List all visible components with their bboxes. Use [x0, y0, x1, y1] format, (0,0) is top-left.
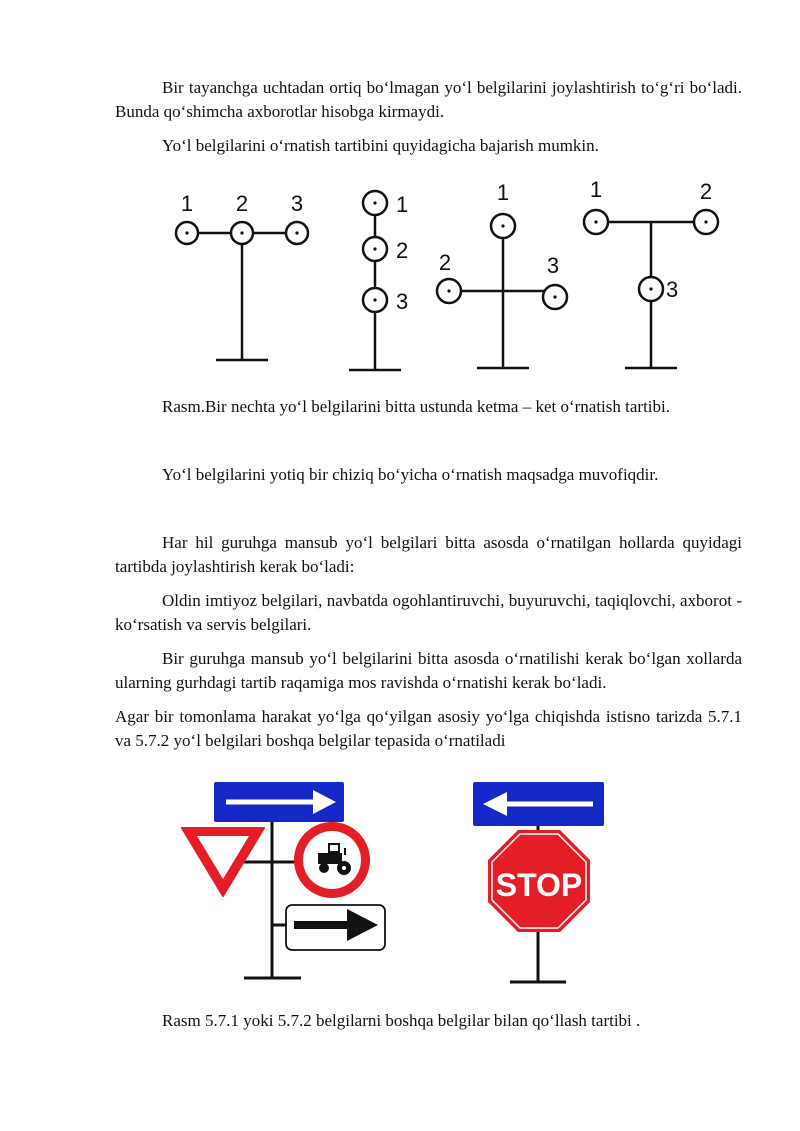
diagram-label: 3	[396, 289, 409, 314]
paragraph-2: Yo‘l belgilarini o‘rnatish tartibini quyidagicha bajarish mumkin.	[162, 136, 599, 155]
paragraph-3: Yo‘l belgilarini yotiq bir chiziq bo‘yicha o‘rnatish maqsadga muvofiqdir.	[162, 465, 659, 484]
stop-sign-text: STOP	[495, 867, 583, 903]
paragraph-5: Oldin imtiyoz belgilari, navbatda ogohlantiruvchi, buyuruvchi, taqiqlovchi, axborot - ko‘rsatish va servis belgilari.	[115, 591, 742, 634]
paragraph-7: Agar bir tomonlama harakat yo‘lga qo‘yilgan asosiy yo‘lga chiqishda istisno tarizda 5.7.1 va 5.7.2 yo‘l belgilari boshqa belgilar tepasida o‘rnatiladi	[115, 707, 742, 750]
diagram-label: 1	[496, 180, 510, 205]
figure-caption-2: Rasm 5.7.1 yoki 5.7.2 belgilarni boshqa belgilar bilan qo‘llash tartibi .	[162, 1011, 641, 1030]
diagram-label: 1	[180, 191, 194, 216]
diagram-label: 3	[666, 277, 679, 302]
paragraph-1: Bir tayanchga uchtadan ortiq bo‘lmagan yo‘l belgilarini joylashtirish to‘g‘ri bo‘ladi. Bunda qo‘shimcha axborotlar hisobga kirmaydi.	[115, 78, 742, 121]
one-way-right-sign-icon	[214, 782, 344, 822]
paragraph-6: Bir guruhga mansub yo‘l belgilarini bitta asosda o‘rnatilishi kerak bo‘lgan xollarda ularning gurhdagi tartib raqamiga mos ravishda o‘rnatishi kerak bo‘ladi.	[115, 649, 742, 692]
figure-caption-1: Rasm.Bir nechta yo‘l belgilarini bitta ustunda ketma – ket o‘rnatish tartibi.	[162, 397, 670, 416]
diagram-cross	[437, 214, 567, 368]
figure-sign-placement-orders	[0, 175, 800, 380]
paragraph-4: Har hil guruhga mansub yo‘l belgilari bitta asosda o‘rnatilgan hollarda quyidagi tartibda joylashtirish kerak bo‘ladi:	[115, 533, 742, 576]
right-sign-assembly	[473, 782, 604, 982]
one-way-left-sign-icon	[473, 782, 604, 826]
diagram-label: 1	[396, 192, 409, 217]
diagram-label: 3	[290, 191, 304, 216]
no-tractors-sign-icon	[294, 822, 370, 898]
diagram-label: 3	[546, 253, 560, 278]
stop-sign-icon	[488, 830, 590, 932]
left-sign-assembly	[182, 782, 385, 978]
diagram-label: 2	[438, 250, 452, 275]
figure-one-way-signs	[0, 775, 800, 990]
direction-right-plate-icon	[286, 905, 385, 950]
diagram-vertical-stack	[349, 191, 401, 370]
diagram-t-three-signs	[176, 222, 308, 360]
diagram-label: 2	[396, 238, 409, 263]
diagram-label: 2	[235, 191, 249, 216]
diagram-label: 2	[699, 179, 713, 204]
diagram-label: 1	[589, 177, 603, 202]
